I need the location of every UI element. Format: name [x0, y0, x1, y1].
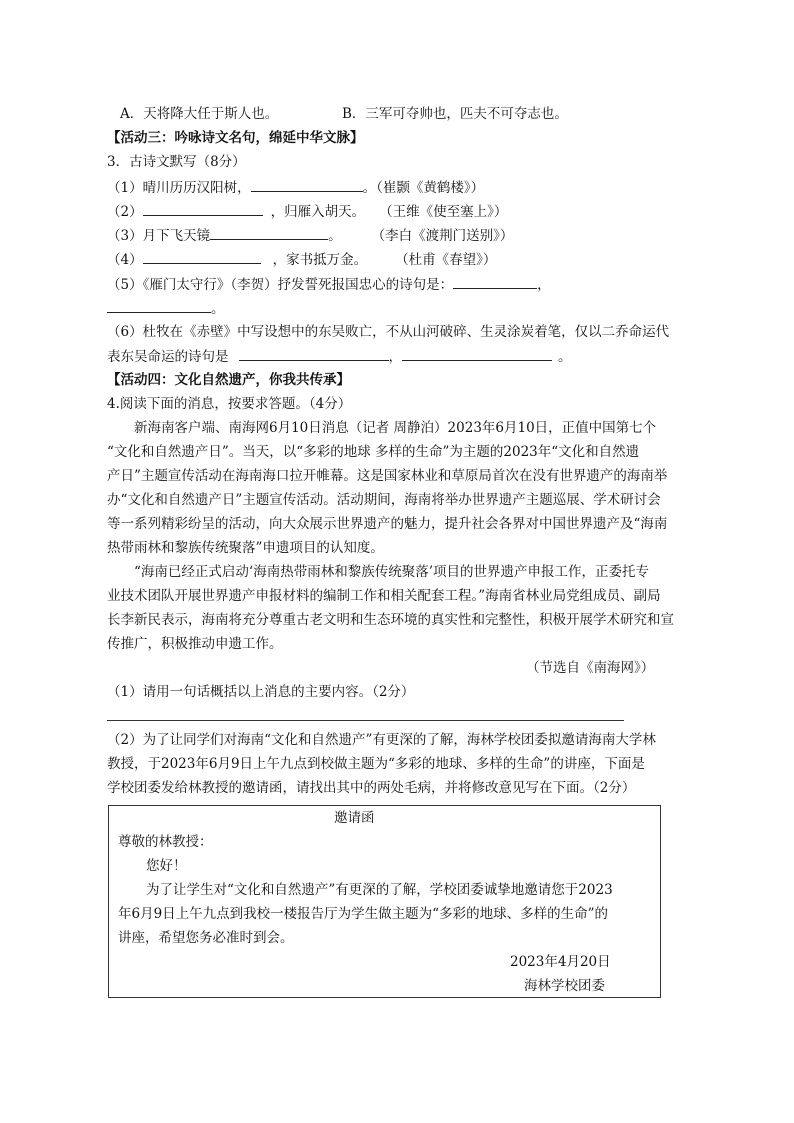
q3-item-3 [107, 225, 513, 246]
activity-three-heading: 【活动三：吟咏诗文名句，绵延中华文脉】 [107, 130, 364, 146]
answer-blank[interactable] [453, 274, 537, 289]
q3-3-text: （3）月下飞天镜 [107, 228, 211, 244]
news-p2-line2: 业技术团队开展世界遗产申报材料的编制工作和相关配套工程。”海南省林业局党组成员、副局 [107, 588, 661, 604]
q3-4-num: （4） [107, 252, 143, 268]
news-p1-line3: 产日”主题宣传活动在海南海口拉开帷幕。这是国家林业和草原局首次在没有世界遗产的海南举 [107, 468, 668, 484]
q3-2-text: ，归雁入胡天。 [270, 204, 366, 220]
news-p1-line1: 新海南客户端、南海网6月10日消息（记者 周静泊）2023年6月10日，正值中国第七个 [134, 420, 657, 436]
news-p1-line5: 等一系列精彩纷呈的活动，向大众展示世界遗产的魅力，提升社会各界对中国世界遗产及“海南 [107, 516, 668, 532]
q3-3-period: 。 [328, 228, 342, 244]
letter-salutation: 尊敬的林教授： [118, 834, 213, 850]
q3-6-period: 。 [558, 349, 572, 365]
q3-5-text: （5）《雁门太守行》（李贺）抒发誓死报国忠心的诗句是： [107, 277, 454, 293]
letter-title: 邀请函 [334, 810, 375, 826]
question-3-title: 3．古诗文默写（8分） [107, 154, 246, 170]
news-p1-line4: 办“文化和自然遗产日”主题宣传活动。活动期间，海南将举办世界遗产主题巡展、学术研讨会 [107, 492, 661, 508]
news-p2-line4: 传推广，积极推动申遗工作。 [107, 636, 283, 652]
q3-item-2 [107, 201, 507, 222]
q3-1-text: （1）晴川历历汉阳树， [107, 180, 251, 196]
option-a: A．天将降大任于斯人也。 [120, 106, 279, 122]
q3-3-source: （李白《渡荆门送别》） [371, 228, 514, 244]
q3-item-6-line1: （6）杜牧在《赤壁》中写设想中的东吴败亡，不从山河破碎、生灵涂炭着笔，仅以二乔命运代 [107, 324, 670, 340]
q3-4-text: ，家书抵万金。 [272, 252, 368, 268]
news-p2-line3: 长李新民表示，海南将充分尊重古老文明和生态环境的真实性和完整性，积极开展学术研究和宣 [107, 612, 674, 628]
news-source: （节选自《南海网》） [526, 660, 655, 676]
q3-6-text: 表东吴命运的诗句是 [107, 349, 229, 365]
q4-sub2-line2: 教授，于2023年6月9日上午九点到校做主题为“多彩的地球、多样的生命”的讲座，下面是 [107, 756, 645, 772]
answer-line[interactable] [107, 720, 624, 721]
news-p2-line1: “海南已经正式启动‘海南热带雨林和黎族传统聚落’项目的世界遗产申报工作，正委托专 [134, 564, 649, 580]
news-p1-line6: 热带雨林和黎族传统聚落”申遗项目的认知度。 [107, 540, 384, 556]
q3-5-period: 。 [211, 301, 225, 317]
q3-1-source: 。（崔颢《黄鹤楼》） [362, 180, 485, 196]
answer-blank[interactable] [239, 346, 389, 361]
q3-item-1 [107, 177, 484, 198]
answer-blank[interactable] [210, 225, 328, 240]
letter-body-line2: 年6月9日上午九点到我校一楼报告厅为学生做主题为“多彩的地球、多样的生命”的 [118, 906, 608, 922]
q3-6-comma: ， [388, 349, 402, 365]
answer-blank[interactable] [251, 177, 363, 192]
q3-item-5-cont [107, 298, 225, 319]
q3-item-5 [107, 274, 551, 295]
news-p1-line2: “文化和自然遗产日”。当天，以“多彩的地球 多样的生命”为主题的2023年“文化和自然遗 [107, 444, 640, 460]
letter-signer: 海林学校团委 [524, 978, 605, 994]
letter-greeting: 您好！ [146, 858, 187, 874]
letter-body-line3: 讲座，希望您务必准时到会。 [118, 930, 294, 946]
q3-4-source: （杜甫《春望》） [395, 252, 497, 268]
letter-date: 2023年4月20日 [510, 954, 611, 970]
activity-four-heading: 【活动四：文化自然遗产，你我共传承】 [107, 372, 350, 388]
answer-blank[interactable] [402, 346, 552, 361]
option-b: B．三军可夺帅也，匹夫不可夺志也。 [342, 106, 568, 122]
q4-sub1: （1）请用一句话概括以上消息的主要内容。（2分） [107, 684, 415, 700]
letter-body-line1: 为了让学生对“文化和自然遗产”有更深的了解，学校团委诚挚地邀请您于2023 [146, 882, 613, 898]
q4-sub2-line3: 学校团委发给林教授的邀请函，请找出其中的两处毛病，并将修改意见写在下面。（2分） [107, 780, 636, 796]
q3-2-source: （王维《使至塞上》） [379, 204, 508, 220]
answer-blank[interactable] [143, 201, 263, 216]
q3-5-comma: ， [537, 277, 551, 293]
q3-item-4 [107, 249, 496, 270]
answer-blank[interactable] [143, 249, 261, 264]
q4-sub2-line1: （2）为了让同学们对海南“文化和自然遗产”有更深的了解，海林学校团委拟邀请海南大学林 [107, 732, 656, 748]
q3-2-num: （2） [107, 204, 143, 220]
q3-item-6-line2 [107, 346, 572, 367]
question-4-title: 4.阅读下面的消息，按要求答题。（4分） [107, 396, 352, 412]
answer-blank[interactable] [107, 298, 211, 313]
